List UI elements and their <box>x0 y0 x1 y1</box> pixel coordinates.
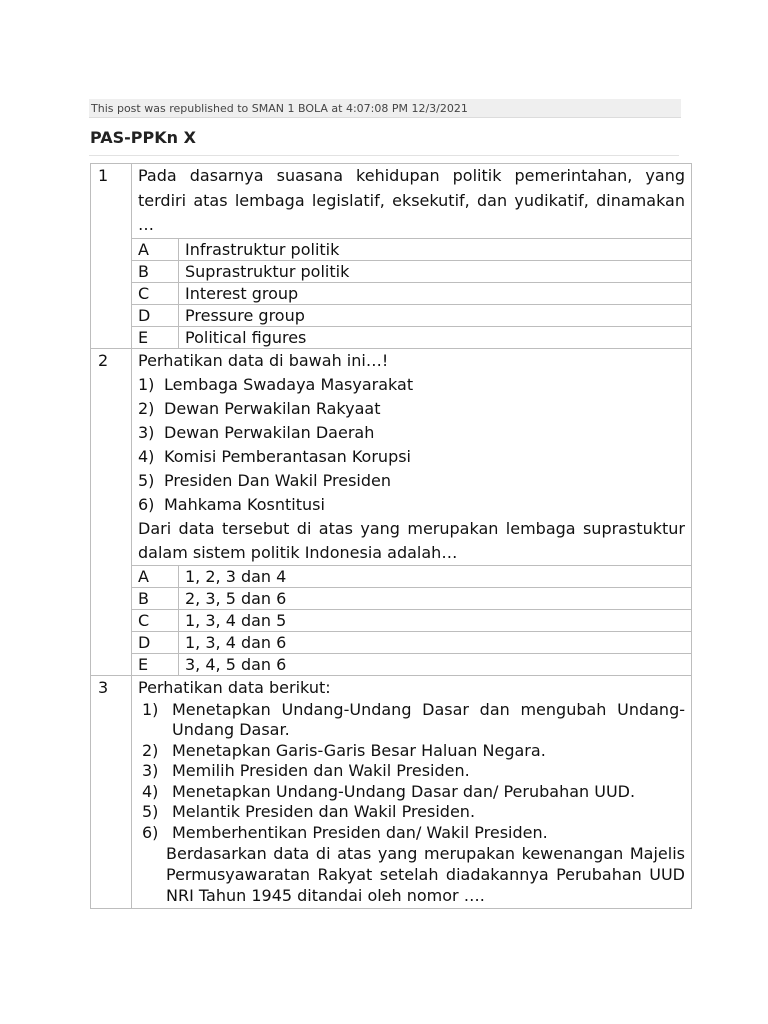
option-row <box>132 609 691 631</box>
option-row <box>132 282 691 304</box>
list-item: 5) Presiden Dan Wakil Presiden <box>138 470 391 490</box>
option-letter: B <box>132 587 179 609</box>
option-row <box>132 304 691 326</box>
option-row <box>132 326 691 348</box>
question-body <box>132 675 692 909</box>
option-row <box>132 631 691 653</box>
question-text: Pada dasarnya suasana kehidupan politik pemerintahan, yang terdiri atas lembaga legislatif, eksekutif, dan yudikatif, dinamakan … <box>138 166 685 234</box>
option-row <box>132 565 691 587</box>
option-letter: C <box>132 609 179 631</box>
question-row-3 <box>91 675 692 909</box>
option-row <box>132 587 691 609</box>
page-title: PAS-PPKn X <box>90 128 196 147</box>
list-item: 4) Komisi Pemberantasan Korupsi <box>138 446 411 466</box>
question-row-1 <box>91 164 692 349</box>
option-letter: B <box>132 260 179 282</box>
question-number: 2 <box>91 348 132 675</box>
option-text: 3, 4, 5 dan 6 <box>179 653 692 675</box>
question-text: Dari data tersebut di atas yang merupakan lembaga suprastuktur dalam sistem politik Indonesia adalah… <box>138 518 685 562</box>
option-text: Suprastruktur politik <box>179 260 692 282</box>
option-letter: A <box>132 238 179 260</box>
option-text: 1, 2, 3 dan 4 <box>179 565 692 587</box>
list-item: 2) Menetapkan Garis-Garis Besar Haluan Negara. <box>142 740 546 760</box>
option-text: Political figures <box>179 326 692 348</box>
option-letter: C <box>132 282 179 304</box>
option-letter: E <box>132 326 179 348</box>
option-letter: E <box>132 653 179 675</box>
options-list <box>132 238 691 348</box>
list-item: 5) Melantik Presiden dan Wakil Presiden. <box>142 802 476 821</box>
data-list <box>138 700 685 844</box>
data-list <box>138 373 685 517</box>
list-item: 1) Menetapkan Undang-Undang Dasar dan mengubah Undang-Undang Dasar. <box>142 699 685 739</box>
option-row <box>132 260 691 282</box>
question-intro: Perhatikan data berikut: <box>138 677 331 697</box>
title-divider <box>89 155 679 156</box>
list-item: 4) Menetapkan Undang-Undang Dasar dan/ Perubahan UUD. <box>142 781 636 801</box>
question-body <box>132 164 692 349</box>
option-letter: D <box>132 631 179 653</box>
option-letter: D <box>132 304 179 326</box>
option-text: 2, 3, 5 dan 6 <box>179 587 692 609</box>
question-number: 1 <box>91 164 132 349</box>
option-text: 1, 3, 4 dan 6 <box>179 631 692 653</box>
question-table <box>90 163 692 909</box>
republish-notice: This post was republished to SMAN 1 BOLA at 4:07:08 PM 12/3/2021 <box>89 99 681 118</box>
list-item: 3) Dewan Perwakilan Daerah <box>138 422 375 442</box>
options-list <box>132 565 691 675</box>
option-row <box>132 238 691 260</box>
option-text: Infrastruktur politik <box>179 238 692 260</box>
option-text: Interest group <box>179 282 692 304</box>
list-item: 1) Lembaga Swadaya Masyarakat <box>138 374 414 394</box>
list-item: 2) Dewan Perwakilan Rakyaat <box>138 398 381 418</box>
question-body <box>132 348 692 675</box>
question-row-2 <box>91 348 692 675</box>
option-row <box>132 653 691 675</box>
question-intro: Perhatikan data di bawah ini…! <box>138 350 389 370</box>
list-item: 3) Memilih Presiden dan Wakil Presiden. <box>142 761 470 780</box>
option-letter: A <box>132 565 179 587</box>
list-item: 6) Memberhentikan Presiden dan/ Wakil Presiden. <box>142 822 548 842</box>
option-text: 1, 3, 4 dan 5 <box>179 609 692 631</box>
question-number: 3 <box>91 675 132 909</box>
option-text: Pressure group <box>179 304 692 326</box>
question-text: Berdasarkan data di atas yang merupakan kewenangan Majelis Permusyawaratan Rakyat setelah diadakannya Perubahan UUD NRI Tahun 1945 ditandai oleh nomor …. <box>166 844 685 905</box>
list-item: 6) Mahkama Kosntitusi <box>138 494 325 514</box>
